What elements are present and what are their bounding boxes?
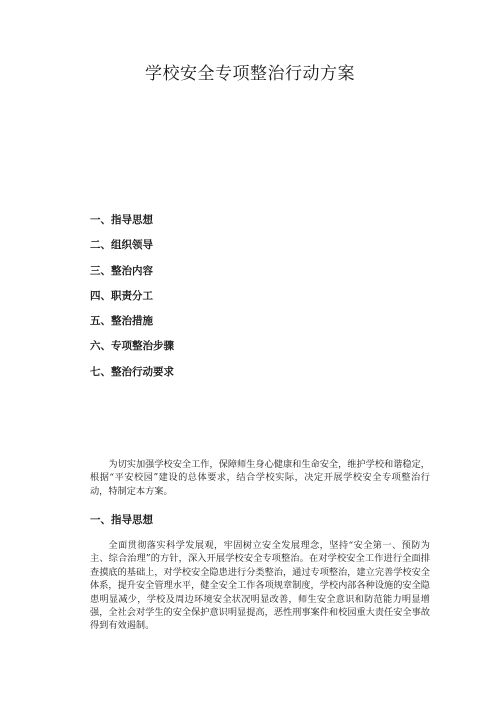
table-of-contents xyxy=(90,208,174,385)
intro-paragraph-block xyxy=(90,458,430,498)
toc-item: 三、整治内容 xyxy=(90,264,153,277)
toc-item: 二、组织领导 xyxy=(90,239,153,252)
section-heading-guiding-thought: 一、指导思想 xyxy=(90,514,153,526)
intro-paragraph: 为切实加强学校安全工作，保障师生身心健康和生命安全，维护学校和谐稳定，根据“平安校园”建设的总体要求，结合学校实际，决定开展学校安全专项整治行动，特制定本方案。 xyxy=(90,459,430,497)
section-paragraph: 全面贯彻落实科学发展观，牢固树立安全发展理念，坚持“安全第一、预防为主、综合治理”的方针，深入开展学校安全专项整治。在对学校安全工作进行全面排查摸底的基础上，对学校安全隐患进行分类整治，通过专项整治，建立完善学校安全体系，提升安全管理水平，健全安全工作各项规章制度，学校内部各种设施的安全隐患明显减少，学校及周边环境安全状况明显改善，师生安全意识和防范能力明显增强，全社会对学生的安全保护意识明显提高，恶性刑事案件和校园重大责任安全事故得到有效遏制。 xyxy=(90,540,430,632)
document-title: 学校安全专项整治行动方案 xyxy=(145,64,355,84)
toc-item: 五、整治措施 xyxy=(90,315,153,328)
section-body-block xyxy=(90,539,430,633)
toc-item: 七、整治行动要求 xyxy=(90,365,174,378)
toc-item: 六、专项整治步骤 xyxy=(90,340,174,353)
toc-item: 四、职责分工 xyxy=(90,289,153,302)
toc-item: 一、指导思想 xyxy=(90,214,153,226)
